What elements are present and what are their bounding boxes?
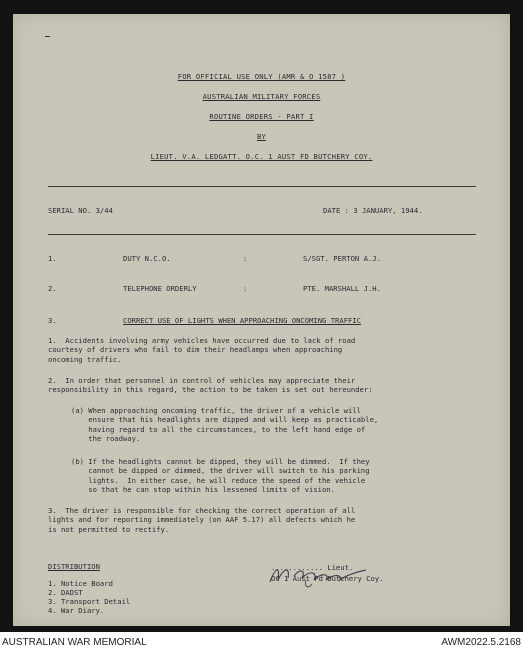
orders-heading: ROUTINE ORDERS - PART I (209, 112, 314, 121)
section-title: CORRECT USE OF LIGHTS WHEN APPROACHING ONCOMING TRAFFIC (123, 316, 361, 325)
organisation-heading: AUSTRALIAN MILITARY FORCES (202, 92, 321, 101)
distribution-title: DISTRIBUTION (48, 562, 100, 571)
paragraph-2b: (b) If the headlights cannot be dipped, they will be dimmed. If they cannot be dipped or dimmed, the driver will switch to his parking lights. In either case, he will reduce the speed of the vehicle so that he can stop within his lessened limits of vision. (71, 457, 370, 494)
item-name: PTE. MARSHALL J.H. (303, 284, 381, 293)
archive-credit: AUSTRALIAN WAR MEMORIAL (2, 637, 147, 648)
distribution-item: 4. War Diary. (48, 606, 105, 615)
distribution-item: 2. DADST (48, 588, 83, 597)
signature-line: ............ Lieut. (271, 563, 354, 572)
item-name: S/SGT. PERTON A.J. (303, 254, 381, 263)
ink-mark (45, 36, 50, 40)
signatory-unit: OC 1 Aust Fd Butchery Coy. (271, 574, 384, 583)
paragraph-1: 1. Accidents involving army vehicles have occurred due to lack of road courtesy of drivers who fail to dim their headlamps when approaching oncoming traffic. (48, 336, 356, 364)
distribution-item: 3. Transport Detail (48, 597, 131, 606)
issuer-heading: LIEUT. V.A. LEDGATT. O.C. 1 AUST FD BUTCHERY COY. (150, 152, 373, 161)
item-number: 2. (48, 284, 57, 293)
document-page (13, 14, 510, 626)
serial-number: SERIAL NO. 3/44 (48, 206, 113, 215)
item-separator: : (243, 284, 248, 293)
by-heading: BY (256, 132, 267, 141)
classification-heading: FOR OFFICIAL USE ONLY (AMR & O 1587 ) (177, 72, 346, 81)
distribution-item: 1. Notice Board (48, 579, 113, 588)
divider-bottom (48, 234, 476, 235)
divider-top (48, 186, 476, 187)
paragraph-2: 2. In order that personnel in control of vehicles may appreciate their responsibility in this regard, the action to be taken is set out hereunder: (48, 376, 373, 395)
item-role: TELEPHONE ORDERLY (123, 284, 197, 293)
section-number: 3. (48, 316, 57, 325)
paragraph-2a: (a) When approaching oncoming traffic, the driver of a vehicle will ensure that his headlights are dipped and will keep as practicable, having regard to all the circumstances, to the left hand edge of the roadway. (71, 406, 379, 443)
document-date: DATE : 3 JANUARY, 1944. (323, 206, 423, 215)
item-number: 1. (48, 254, 57, 263)
accession-number: AWM2022.5.2168 (441, 637, 521, 648)
item-role: DUTY N.C.O. (123, 254, 171, 263)
item-separator: : (243, 254, 248, 263)
paragraph-3: 3. The driver is responsible for checking the correct operation of all lights and for reporting immediately (on AAF 5.17) all defects which he is not permitted to rectify. (48, 506, 356, 534)
